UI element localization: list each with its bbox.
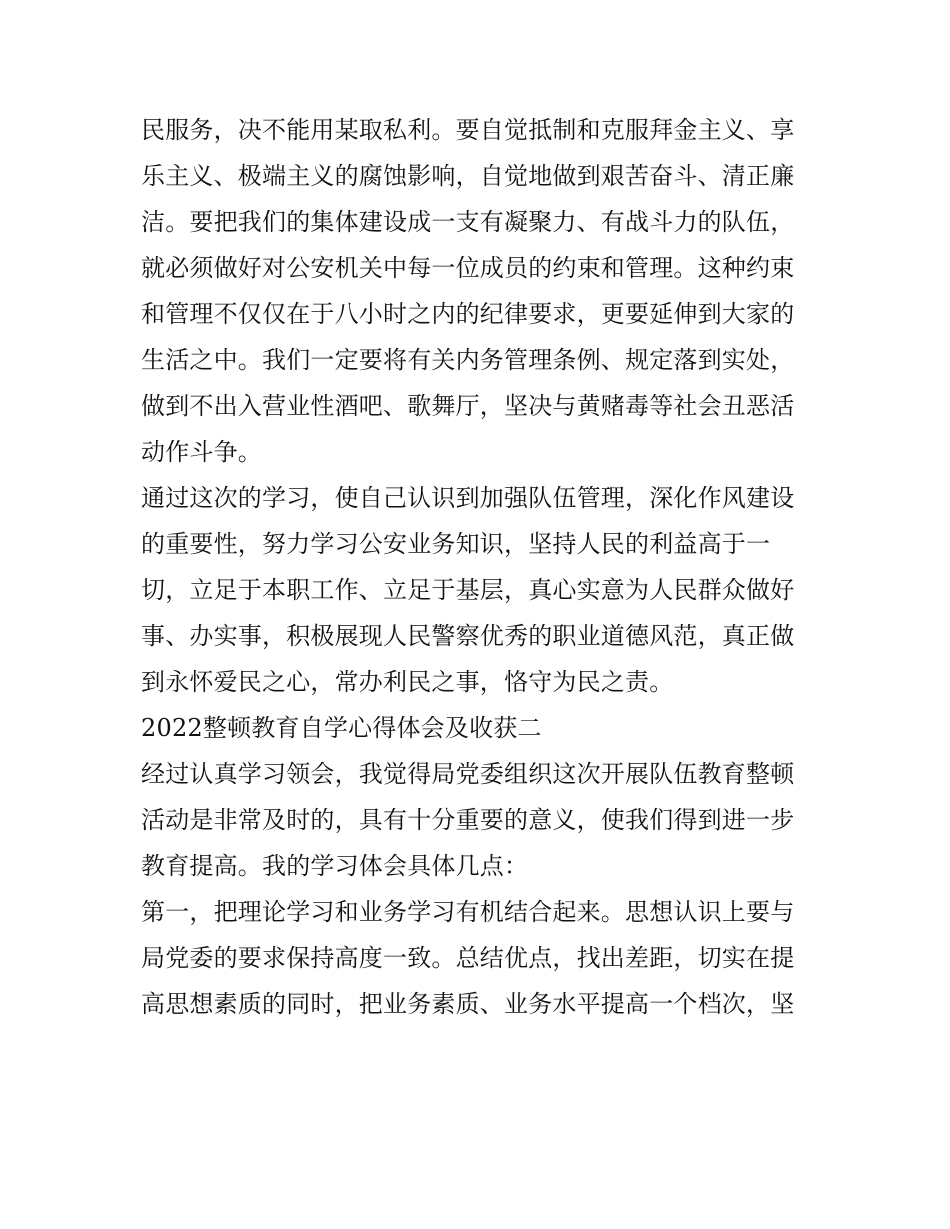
text-line: 乐主义、极端主义的腐蚀影响，自觉地做到艰苦奋斗、清正廉 (141, 162, 795, 190)
text-line: 洁。要把我们的集体建设成一支有凝聚力、有战斗力的队伍， (141, 208, 795, 236)
text-line: 做到不出入营业性酒吧、歌舞厅，坚决与黄赌毒等社会丑恶活 (141, 392, 795, 420)
text-line: 事、办实事，积极展现人民警察优秀的职业道德风范，真正做 (141, 622, 795, 650)
text-line: 第一，把理论学习和业务学习有机结合起来。思想认识上要与 (141, 898, 795, 926)
text-line: 民服务，决不能用某取私利。要自觉抵制和克服拜金主义、享 (141, 116, 795, 144)
text-line: 局党委的要求保持高度一致。总结优点，找出差距，切实在提 (141, 944, 795, 972)
text-line: 切，立足于本职工作、立足于基层，真心实意为人民群众做好 (141, 576, 795, 604)
text-line: 经过认真学习领会，我觉得局党委组织这次开展队伍教育整顿 (141, 760, 795, 788)
text-line: 就必须做好对公安机关中每一位成员的约束和管理。这种约束 (141, 254, 795, 282)
section-heading: 2022整顿教育自学心得体会及收获二 (141, 714, 542, 742)
text-line: 生活之中。我们一定要将有关内务管理条例、规定落到实处， (141, 346, 795, 374)
text-line: 到永怀爱民之心，常办利民之事，恪守为民之责。 (141, 668, 674, 696)
text-line: 教育提高。我的学习体会具体几点： (141, 852, 529, 880)
document-body (141, 107, 816, 1027)
text-line: 通过这次的学习，使自己认识到加强队伍管理，深化作风建设 (141, 484, 795, 512)
text-line: 和管理不仅仅在于八小时之内的纪律要求，更要延伸到大家的 (141, 300, 795, 328)
text-line: 高思想素质的同时，把业务素质、业务水平提高一个档次，坚 (141, 990, 795, 1018)
text-line: 的重要性，努力学习公安业务知识，坚持人民的利益高于一 (141, 530, 771, 558)
text-line: 活动是非常及时的，具有十分重要的意义，使我们得到进一步 (141, 806, 795, 834)
text-line: 动作斗争。 (141, 438, 262, 466)
